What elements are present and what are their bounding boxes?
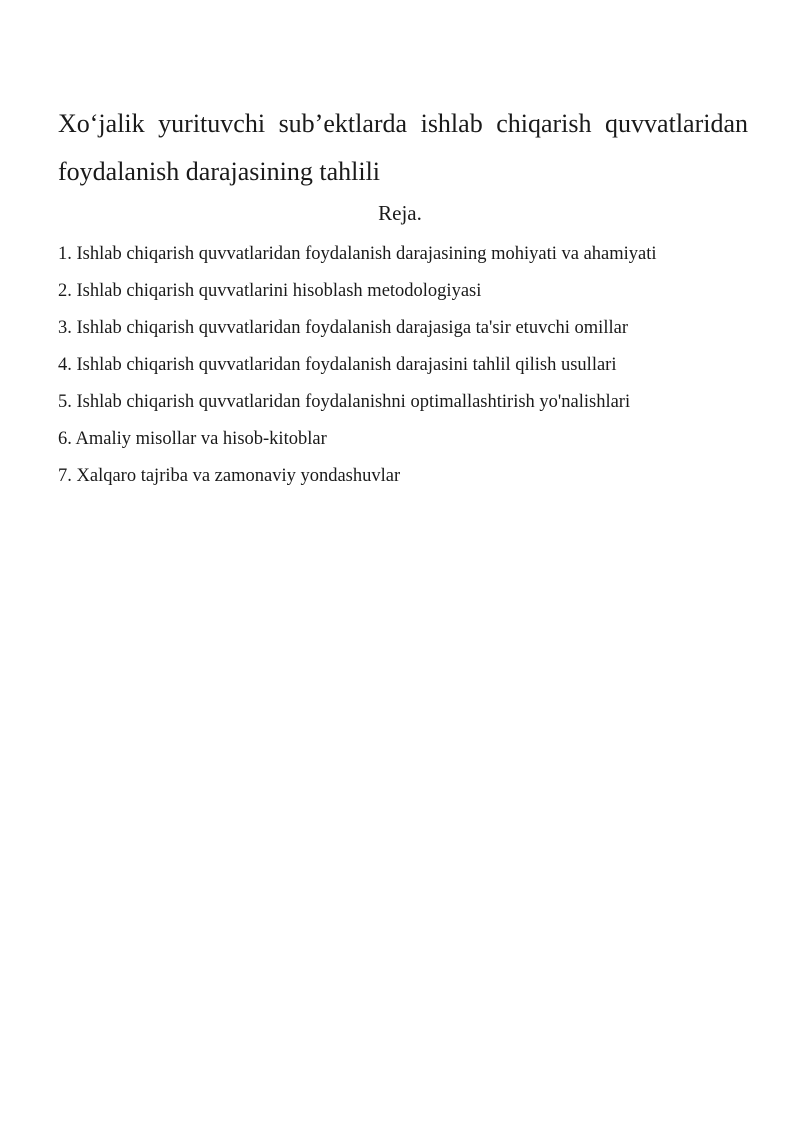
document-title: Xo‘jalik yurituvchi sub’ektlarda ishlab chiqarish quvvatlaridan foydalanish darajasining tahlili: [58, 109, 748, 186]
plan-item: 5. Ishlab chiqarish quvvatlaridan foydalanishni optimallashtirish yo'nalishlari: [58, 392, 631, 412]
plan-item: 2. Ishlab chiqarish quvvatlarini hisoblash metodologiyasi: [58, 281, 482, 301]
plan-item: 6. Amaliy misollar va hisob-kitoblar: [58, 429, 327, 449]
plan-list: [58, 236, 758, 495]
plan-item: 4. Ishlab chiqarish quvvatlaridan foydalanish darajasini tahlil qilish usullari: [58, 355, 617, 375]
plan-item: 1. Ishlab chiqarish quvvatlaridan foydalanish darajasining mohiyati va ahamiyati: [58, 244, 657, 264]
plan-heading: Reja.: [378, 201, 422, 225]
plan-item: 3. Ishlab chiqarish quvvatlaridan foydalanish darajasiga ta'sir etuvchi omillar: [58, 318, 628, 338]
plan-item: 7. Xalqaro tajriba va zamonaviy yondashuvlar: [58, 466, 401, 486]
